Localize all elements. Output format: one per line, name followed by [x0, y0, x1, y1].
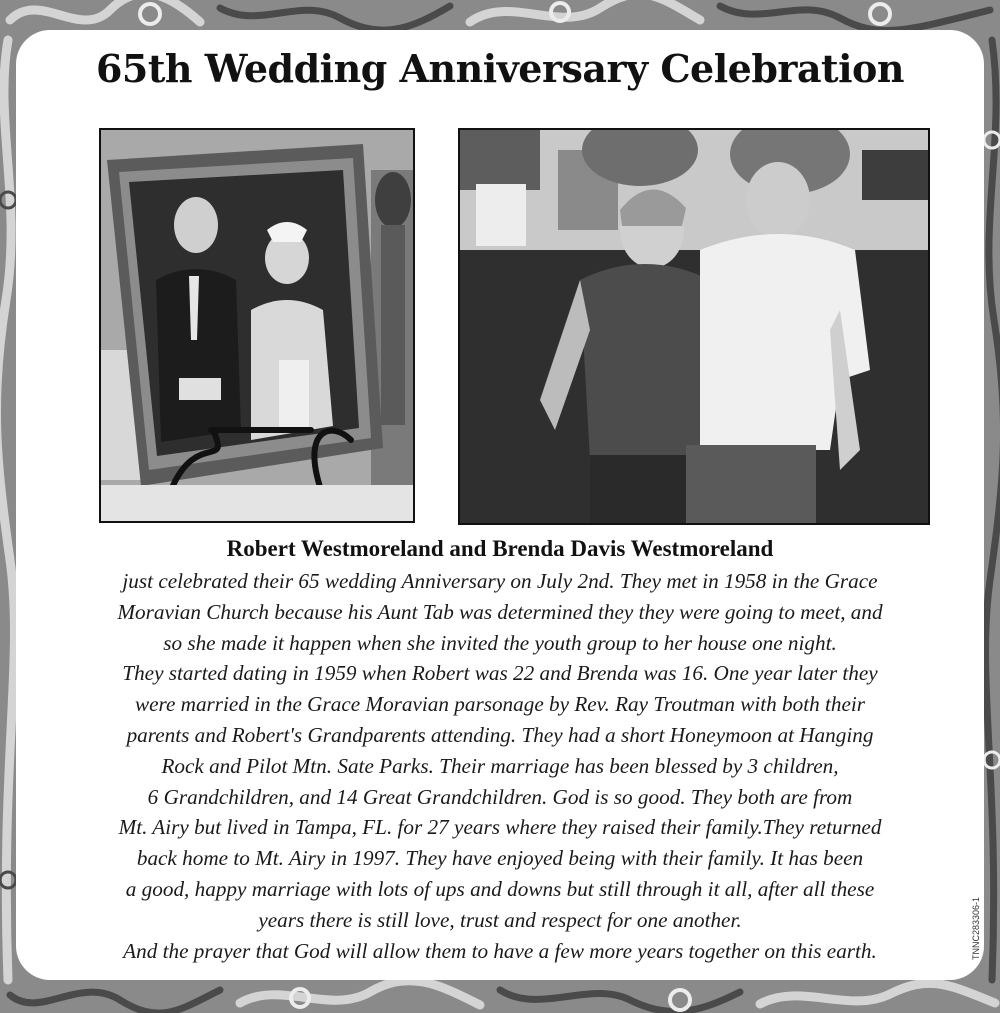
story-line: a good, happy marriage with lots of ups and downs but still through it all, after all these	[125, 876, 875, 901]
story-line: parents and Robert's Grandparents attending. They had a short Honeymoon at Hanging	[126, 722, 874, 747]
story-line: Moravian Church because his Aunt Tab was determined they they were going to meet, and	[117, 599, 883, 624]
story-line: They started dating in 1959 when Robert was 22 and Brenda was 16. One year later they	[122, 661, 878, 686]
anniversary-couple-photo	[458, 128, 930, 525]
story-line: were married in the Grace Moravian parsonage by Rev. Ray Troutman with both their	[134, 692, 866, 717]
story-line: And the prayer that God will allow them to have a few more years together on this earth.	[123, 938, 877, 963]
story-line: 6 Grandchildren, and 14 Great Grandchildren. God is so good. They both are from	[147, 784, 853, 809]
framed-wedding-portrait	[101, 130, 413, 521]
couple-names: Robert Westmoreland and Brenda Davis Westmoreland	[226, 536, 774, 561]
story-line: Rock and Pilot Mtn. Sate Parks. Their marriage has been blessed by 3 children,	[161, 753, 839, 778]
page-title: 65th Wedding Anniversary Celebration	[95, 46, 905, 91]
wedding-photo-1959	[99, 128, 415, 523]
story-line: back home to Mt. Airy in 1997. They have enjoyed being with their family. It has been	[136, 846, 864, 871]
announcement-body	[40, 566, 960, 966]
story-line: years there is still love, trust and respect for one another.	[258, 907, 742, 932]
couple-photo	[460, 130, 928, 523]
story-line: Mt. Airy but lived in Tampa, FL. for 27 years where they raised their family.They returned	[118, 815, 882, 840]
story-line: so she made it happen when she invited the youth group to her house one night.	[163, 630, 837, 655]
story-line: just celebrated their 65 wedding Anniversary on July 2nd. They met in 1958 in the Grace	[122, 569, 878, 593]
ad-reference-code: TNNC283306-1	[971, 896, 981, 960]
